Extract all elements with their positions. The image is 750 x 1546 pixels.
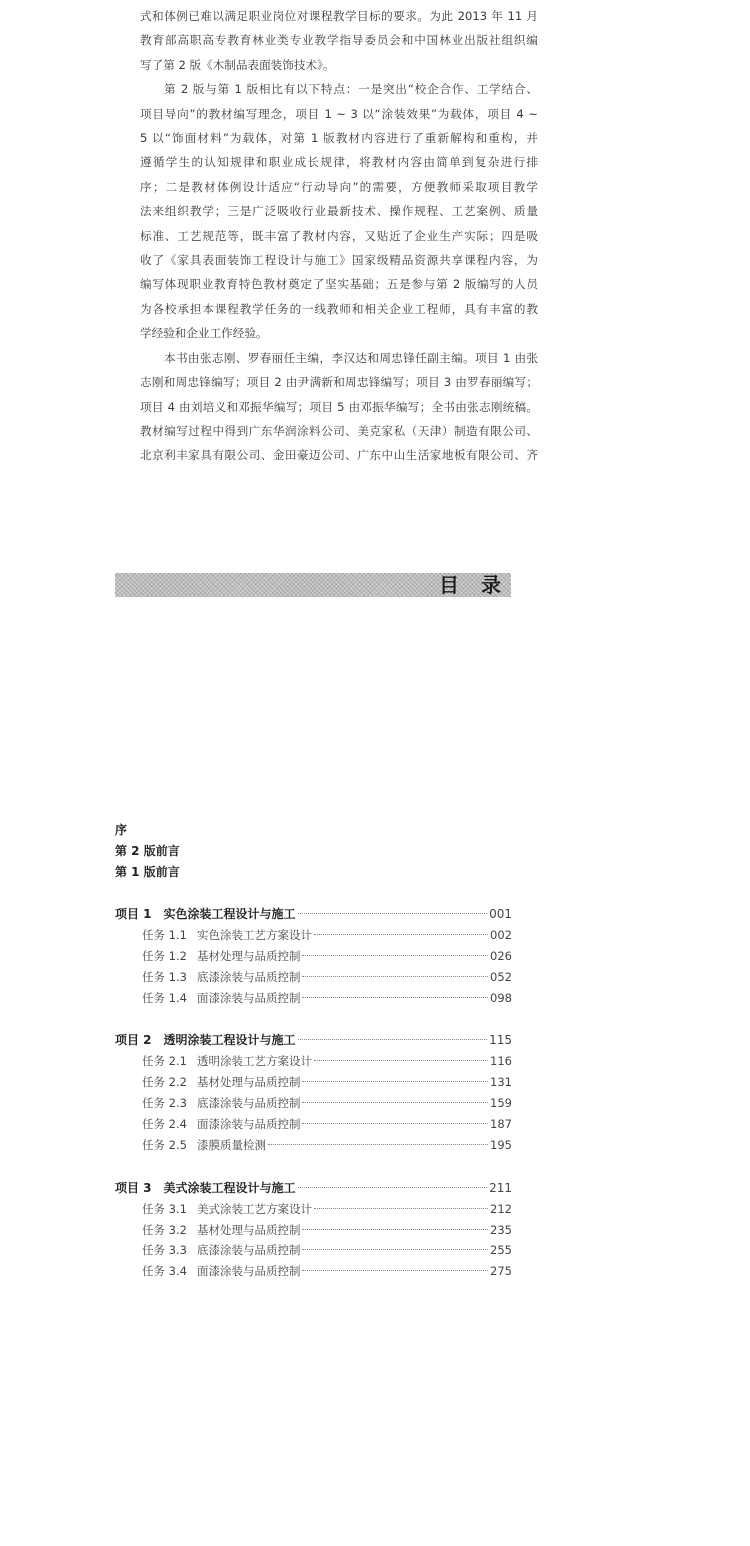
entry-page-number: 159 — [490, 1096, 512, 1111]
dot-leader — [314, 1208, 488, 1209]
dot-leader — [302, 955, 488, 956]
preface-paragraph — [140, 346, 538, 468]
dot-leader — [302, 1081, 488, 1082]
toc-task-entry[interactable] — [115, 1199, 512, 1220]
preface-line: 第 2 版与第 1 版相比有以下特点：一是突出“校企合作、工学结合、 — [164, 82, 538, 97]
toc-task-entry[interactable] — [115, 1220, 512, 1241]
dot-leader — [302, 1123, 488, 1124]
preface-line: 式和体例已难以满足职业岗位对课程教学目标的要求。为此 2013 年 11 月 — [140, 9, 538, 23]
toc-task-entry[interactable] — [115, 1051, 512, 1072]
toc-project-entry[interactable] — [115, 1178, 512, 1199]
entry-number: 任务 2.2 — [142, 1075, 187, 1090]
dot-leader — [268, 1144, 488, 1145]
preface-line: 学经验和企业工作经验。 — [140, 326, 268, 341]
entry-number: 任务 2.4 — [142, 1117, 187, 1132]
preface-line: 项目导向”的教材编写理念，项目 1 ~ 3 以“涂装效果”为载体，项目 4 ~ — [140, 106, 538, 121]
entry-page-number: 026 — [490, 948, 512, 963]
entry-number: 任务 1.4 — [142, 990, 187, 1005]
entry-title: 底漆涂装与品质控制 — [196, 1096, 301, 1111]
dot-leader — [302, 1229, 488, 1230]
entry-page-number: 131 — [490, 1075, 512, 1090]
preface-line: 写了第 2 版《木制品表面装饰技术》。 — [140, 57, 335, 72]
entry-title: 漆膜质量检测 — [196, 1137, 266, 1152]
toc-title: 目录 — [439, 573, 523, 597]
toc-task-entry[interactable] — [115, 1135, 512, 1156]
toc-task-entry[interactable] — [115, 1261, 512, 1282]
preface-line: 标准、工艺规范等，既丰富了教材内容，又贴近了企业生产实际；四是吸 — [140, 228, 538, 243]
entry-number: 任务 1.2 — [142, 948, 187, 963]
toc-project-block — [115, 904, 512, 1008]
preface-paragraph — [140, 4, 538, 77]
dot-leader — [302, 976, 488, 977]
entry-title: 实色涂装工程设计与施工 — [163, 907, 296, 921]
preface-line: 志刚和周忠锋编写；项目 2 由尹满新和周忠锋编写；项目 3 由罗春丽编写； — [140, 375, 538, 390]
dot-leader — [302, 1102, 488, 1103]
dot-leader — [302, 1249, 488, 1250]
toc-task-entry[interactable] — [115, 967, 512, 988]
toc-task-entry[interactable] — [115, 1240, 512, 1261]
entry-page-number: 098 — [490, 990, 512, 1005]
toc-task-entry[interactable] — [115, 1114, 512, 1135]
dot-leader — [298, 913, 488, 914]
front-matter-item[interactable]: 序 — [115, 823, 128, 837]
toc-project-entry[interactable] — [115, 904, 512, 925]
front-matter-list — [115, 820, 180, 883]
toc-header-bar — [115, 573, 523, 597]
preface-line: 法来组织教学；三是广泛吸收行业最新技术、操作规程、工艺案例、质量 — [140, 204, 538, 219]
entry-number: 任务 2.3 — [142, 1096, 187, 1111]
entry-number: 任务 3.3 — [142, 1243, 187, 1258]
entry-title: 底漆涂装与品质控制 — [196, 969, 301, 984]
dot-leader — [298, 1039, 488, 1040]
entry-title: 基材处理与品质控制 — [196, 948, 301, 963]
entry-title: 底漆涂装与品质控制 — [196, 1243, 301, 1258]
toc-project-block — [115, 1178, 512, 1282]
entry-number: 项目 1 — [115, 907, 152, 921]
entry-page-number: 275 — [490, 1264, 512, 1279]
preface-line: 编写体现职业教育特色教材奠定了坚实基础；五是参与第 2 版编写的人员 — [140, 277, 538, 292]
toc-task-entry[interactable] — [115, 1072, 512, 1093]
entry-title: 美式涂装工艺方案设计 — [196, 1201, 312, 1216]
entry-title: 实色涂装工艺方案设计 — [196, 927, 312, 942]
entry-page-number: 116 — [490, 1054, 512, 1069]
toc-project-block — [115, 1030, 512, 1155]
toc-task-entry[interactable] — [115, 988, 512, 1009]
preface-paragraph — [140, 77, 538, 345]
entry-page-number: 235 — [490, 1222, 512, 1237]
entry-title: 面漆涂装与品质控制 — [196, 1117, 301, 1132]
preface-line: 教材编写过程中得到广东华润涂料公司、美克家私（天津）制造有限公司、 — [140, 423, 538, 438]
entry-number: 项目 3 — [115, 1180, 152, 1195]
entry-title: 透明涂装工艺方案设计 — [196, 1054, 312, 1069]
entry-number: 任务 3.2 — [142, 1222, 187, 1237]
entry-number: 任务 3.4 — [142, 1264, 187, 1279]
entry-number: 任务 1.3 — [142, 969, 187, 984]
toc-task-entry[interactable] — [115, 925, 512, 946]
dot-leader — [314, 1060, 488, 1061]
entry-page-number: 187 — [490, 1117, 512, 1132]
entry-number: 任务 1.1 — [142, 927, 187, 942]
preface-line: 遵循学生的认知规律和职业成长规律，将教材内容由简单到复杂进行排 — [140, 155, 538, 170]
entry-title: 透明涂装工程设计与施工 — [163, 1033, 296, 1048]
toc-task-entry[interactable] — [115, 946, 512, 967]
entry-number: 项目 2 — [115, 1033, 152, 1048]
entry-page-number: 195 — [490, 1137, 512, 1152]
preface-line: 项目 4 由刘培义和邓振华编写；项目 5 由邓振华编写；全书由张志刚统稿。 — [140, 399, 538, 414]
preface-line: 5 以“饰面材料”为载体，对第 1 版教材内容进行了重新解构和重构，并 — [140, 131, 538, 146]
dot-leader — [302, 997, 488, 998]
entry-number: 任务 2.1 — [142, 1054, 187, 1069]
toc-task-entry[interactable] — [115, 1093, 512, 1114]
front-matter-item[interactable]: 第 2 版前言 — [115, 844, 180, 858]
front-matter-item[interactable]: 第 1 版前言 — [115, 865, 180, 879]
dot-leader — [298, 1187, 488, 1188]
entry-title: 美式涂装工程设计与施工 — [163, 1180, 296, 1195]
entry-page-number: 052 — [490, 969, 512, 984]
entry-page-number: 001 — [489, 907, 512, 921]
preface-line: 北京利丰家具有限公司、金田豪迈公司、广东中山生活家地板有限公司、齐 — [140, 448, 538, 463]
entry-page-number: 255 — [490, 1243, 512, 1258]
entry-page-number: 115 — [489, 1033, 512, 1048]
toc-project-entry[interactable] — [115, 1030, 512, 1051]
preface-line: 序；二是教材体例设计适应“行动导向”的需要，方便教师采取项目教学 — [140, 179, 538, 194]
entry-number: 任务 2.5 — [142, 1137, 187, 1152]
table-of-contents — [115, 904, 512, 1304]
dot-leader — [302, 1270, 488, 1271]
entry-page-number: 211 — [489, 1180, 512, 1195]
preface-line: 教育部高职高专教育林业类专业教学指导委员会和中国林业出版社组织编 — [140, 33, 538, 48]
entry-title: 基材处理与品质控制 — [196, 1222, 301, 1237]
preface-line: 为各校承担本课程教学任务的一线教师和相关企业工程师，具有丰富的教 — [140, 301, 538, 316]
entry-title: 基材处理与品质控制 — [196, 1075, 301, 1090]
entry-number: 任务 3.1 — [142, 1201, 187, 1216]
entry-page-number: 212 — [490, 1201, 512, 1216]
preface-line: 收了《家具表面装饰工程设计与施工》国家级精品资源共享课程内容，为 — [140, 253, 538, 268]
entry-page-number: 002 — [490, 927, 512, 942]
preface-text — [140, 4, 538, 468]
preface-line: 本书由张志刚、罗春丽任主编，李汉达和周忠锋任副主编。项目 1 由张 — [164, 350, 538, 365]
entry-title: 面漆涂装与品质控制 — [196, 990, 301, 1005]
entry-title: 面漆涂装与品质控制 — [196, 1264, 301, 1279]
dot-leader — [314, 934, 488, 935]
